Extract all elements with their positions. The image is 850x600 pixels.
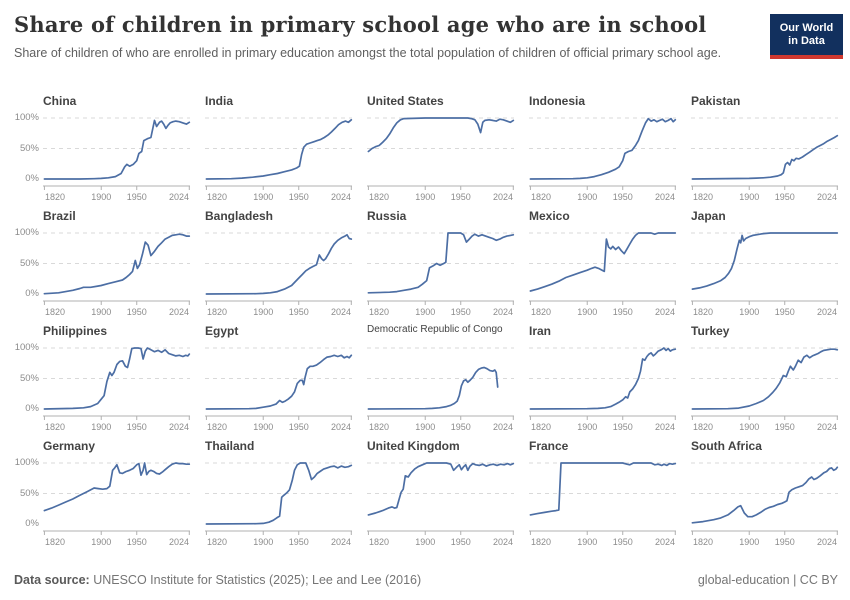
x-axis-tick-label: 1950 [126,537,147,547]
line-chart-canvas [43,340,193,439]
x-axis-tick-label: 1950 [288,537,309,547]
country-title: Indonesia [529,94,586,108]
country-title: United Kingdom [367,439,460,453]
x-axis-tick-label: 1820 [530,537,552,547]
data-line-series [692,233,837,289]
line-chart-canvas [43,455,193,554]
x-axis-tick-label: 1950 [288,192,309,202]
x-axis-tick-label: 1950 [612,422,633,432]
x-axis-tick-label: 1950 [126,422,147,432]
x-axis-tick-label: 2024 [168,192,190,202]
y-axis-label: 0% [25,173,39,184]
line-chart-canvas [691,110,841,209]
x-axis-tick-label: 1820 [692,422,714,432]
x-axis-tick-label: 2024 [816,422,838,432]
page-title: Share of children in primary school age who are in school [14,12,707,37]
y-axis-label: 0% [25,403,39,414]
x-axis-tick-label: 1900 [577,307,598,317]
line-chart-canvas [529,340,679,439]
chart-egypt [205,324,367,439]
x-axis-tick-label: 2024 [492,537,514,547]
data-line-series [530,233,675,291]
data-source-label: Data source: [14,573,90,587]
x-axis-tick-label: 1820 [530,307,552,317]
x-axis-tick-label: 2024 [492,307,514,317]
x-axis-tick-label: 1900 [253,192,274,202]
chart-germany [14,439,205,554]
line-chart-canvas [529,455,679,554]
chart-header [14,12,764,63]
x-axis-tick-label: 1820 [530,422,552,432]
country-title: France [529,439,569,453]
x-axis-tick-label: 1900 [577,537,598,547]
y-axis-label: 0% [25,288,39,299]
data-line-series [368,368,497,410]
country-title: Brazil [43,209,76,223]
line-chart-canvas [691,340,841,439]
x-axis-tick-label: 1820 [368,537,390,547]
y-axis-label: 0% [25,518,39,529]
x-axis-tick-label: 1900 [91,307,112,317]
x-axis-tick-label: 1950 [450,192,471,202]
x-axis-tick-label: 1820 [692,537,714,547]
owid-logo[interactable] [770,14,843,59]
data-line-series [368,233,513,293]
country-title: Mexico [529,209,570,223]
data-line-series [368,463,513,515]
x-axis-tick-label: 1950 [288,422,309,432]
country-title: China [43,94,77,108]
x-axis-tick-label: 1820 [206,537,228,547]
country-title: Philippines [43,324,108,338]
x-axis-tick-label: 1820 [44,422,66,432]
x-axis-tick-label: 1820 [44,307,66,317]
y-axis-label: 50% [19,372,39,384]
country-title: Russia [367,209,407,223]
country-title: Democratic Republic of Congo [367,324,503,335]
chart-bangladesh [205,209,367,324]
owid-logo-line2: in Data [788,35,825,47]
line-chart-canvas [205,340,355,439]
data-line-series [368,118,513,152]
data-line-series [44,463,189,511]
data-line-series [206,355,351,409]
country-title: Germany [43,439,96,453]
country-title: Pakistan [691,94,741,108]
x-axis-tick-label: 1820 [368,192,390,202]
x-axis-tick-label: 1950 [612,307,633,317]
y-axis-label: 50% [19,487,39,499]
x-axis-tick-label: 2024 [816,307,838,317]
x-axis-tick-label: 1900 [739,192,760,202]
line-chart-canvas [367,340,517,439]
x-axis-tick-label: 1900 [577,192,598,202]
country-title: South Africa [691,439,762,453]
line-chart-canvas [691,455,841,554]
owid-logo-line1: Our World [779,22,834,34]
x-axis-tick-label: 1950 [774,192,795,202]
line-chart-canvas [43,225,193,324]
line-chart-canvas [529,110,679,209]
line-chart-canvas [205,110,355,209]
chart-india [205,94,367,209]
chart-united-kingdom [367,439,529,554]
chart-united-states [367,94,529,209]
x-axis-tick-label: 1950 [612,192,633,202]
y-axis-label: 50% [19,257,39,269]
data-line-series [692,349,837,409]
x-axis-tick-label: 1900 [91,422,112,432]
y-axis-label: 100% [14,457,39,468]
line-chart-canvas [205,455,355,554]
x-axis-tick-label: 1820 [692,192,714,202]
x-axis-tick-label: 1820 [692,307,714,317]
x-axis-tick-label: 1820 [44,537,66,547]
x-axis-tick-label: 1950 [450,307,471,317]
data-line-series [692,136,837,179]
x-axis-tick-label: 2024 [168,537,190,547]
license-note: global-education | CC BY [697,573,838,587]
data-line-series [206,120,351,179]
x-axis-tick-label: 1950 [450,537,471,547]
charts-grid [14,94,850,554]
x-axis-tick-label: 1900 [91,192,112,202]
x-axis-tick-label: 1820 [206,192,228,202]
x-axis-tick-label: 1820 [206,307,228,317]
x-axis-tick-label: 1900 [739,537,760,547]
x-axis-tick-label: 2024 [816,192,838,202]
x-axis-tick-label: 1950 [126,192,147,202]
chart-france [529,439,691,554]
country-title: Thailand [205,439,255,453]
x-axis-tick-label: 1900 [577,422,598,432]
data-source-text: UNESCO Institute for Statistics (2025); Lee and Lee (2016) [89,573,422,587]
x-axis-tick-label: 1820 [206,422,228,432]
x-axis-tick-label: 1950 [774,537,795,547]
x-axis-tick-label: 2024 [492,422,514,432]
chart-turkey [691,324,850,439]
country-title: Egypt [205,324,239,338]
chart-iran [529,324,691,439]
x-axis-tick-label: 1820 [368,422,390,432]
x-axis-tick-label: 1900 [253,422,274,432]
x-axis-tick-label: 1820 [530,192,552,202]
y-axis-label: 100% [14,227,39,238]
x-axis-tick-label: 2024 [330,422,352,432]
country-title: Bangladesh [205,209,274,223]
line-chart-canvas [367,455,517,554]
y-axis-label: 100% [14,342,39,353]
x-axis-tick-label: 1900 [415,192,436,202]
x-axis-tick-label: 2024 [654,192,676,202]
page-subtitle: Share of children of who are enrolled in primary education amongst the total population of children of official primary school age. [14,46,722,60]
x-axis-tick-label: 1820 [44,192,66,202]
country-title: United States [367,94,444,108]
line-chart-canvas [43,110,193,209]
line-chart-canvas [367,110,517,209]
line-chart-canvas [529,225,679,324]
x-axis-tick-label: 2024 [168,422,190,432]
data-line-series [530,463,675,515]
x-axis-tick-label: 1950 [450,422,471,432]
x-axis-tick-label: 1950 [774,307,795,317]
chart-philippines [14,324,205,439]
chart-russia [367,209,529,324]
chart-china [14,94,205,209]
data-line-series [206,235,351,294]
data-source-note [14,573,421,587]
chart-south-africa [691,439,850,554]
y-axis-label: 50% [19,142,39,154]
chart-footer [14,573,838,587]
x-axis-tick-label: 1900 [415,422,436,432]
x-axis-tick-label: 1900 [415,537,436,547]
x-axis-tick-label: 2024 [816,537,838,547]
x-axis-tick-label: 1900 [253,307,274,317]
x-axis-tick-label: 2024 [168,307,190,317]
x-axis-tick-label: 2024 [654,307,676,317]
x-axis-tick-label: 2024 [330,307,352,317]
chart-democratic-republic-of-congo [367,324,529,439]
chart-pakistan [691,94,850,209]
x-axis-tick-label: 1950 [126,307,147,317]
x-axis-tick-label: 2024 [492,192,514,202]
country-title: Turkey [691,324,730,338]
x-axis-tick-label: 1900 [415,307,436,317]
chart-japan [691,209,850,324]
line-chart-canvas [367,225,517,324]
line-chart-canvas [205,225,355,324]
x-axis-tick-label: 1820 [368,307,390,317]
country-title: Iran [529,324,552,338]
chart-mexico [529,209,691,324]
x-axis-tick-label: 1900 [253,537,274,547]
x-axis-tick-label: 1900 [739,307,760,317]
data-line-series [44,120,189,179]
x-axis-tick-label: 2024 [654,422,676,432]
chart-brazil [14,209,205,324]
line-chart-canvas [691,225,841,324]
x-axis-tick-label: 2024 [330,537,352,547]
x-axis-tick-label: 1950 [288,307,309,317]
country-title: Japan [691,209,726,223]
x-axis-tick-label: 1900 [739,422,760,432]
chart-indonesia [529,94,691,209]
chart-thailand [205,439,367,554]
x-axis-tick-label: 1900 [91,537,112,547]
x-axis-tick-label: 1950 [774,422,795,432]
country-title: India [205,94,234,108]
x-axis-tick-label: 1950 [612,537,633,547]
y-axis-label: 100% [14,112,39,123]
x-axis-tick-label: 2024 [654,537,676,547]
data-line-series [692,467,837,523]
x-axis-tick-label: 2024 [330,192,352,202]
